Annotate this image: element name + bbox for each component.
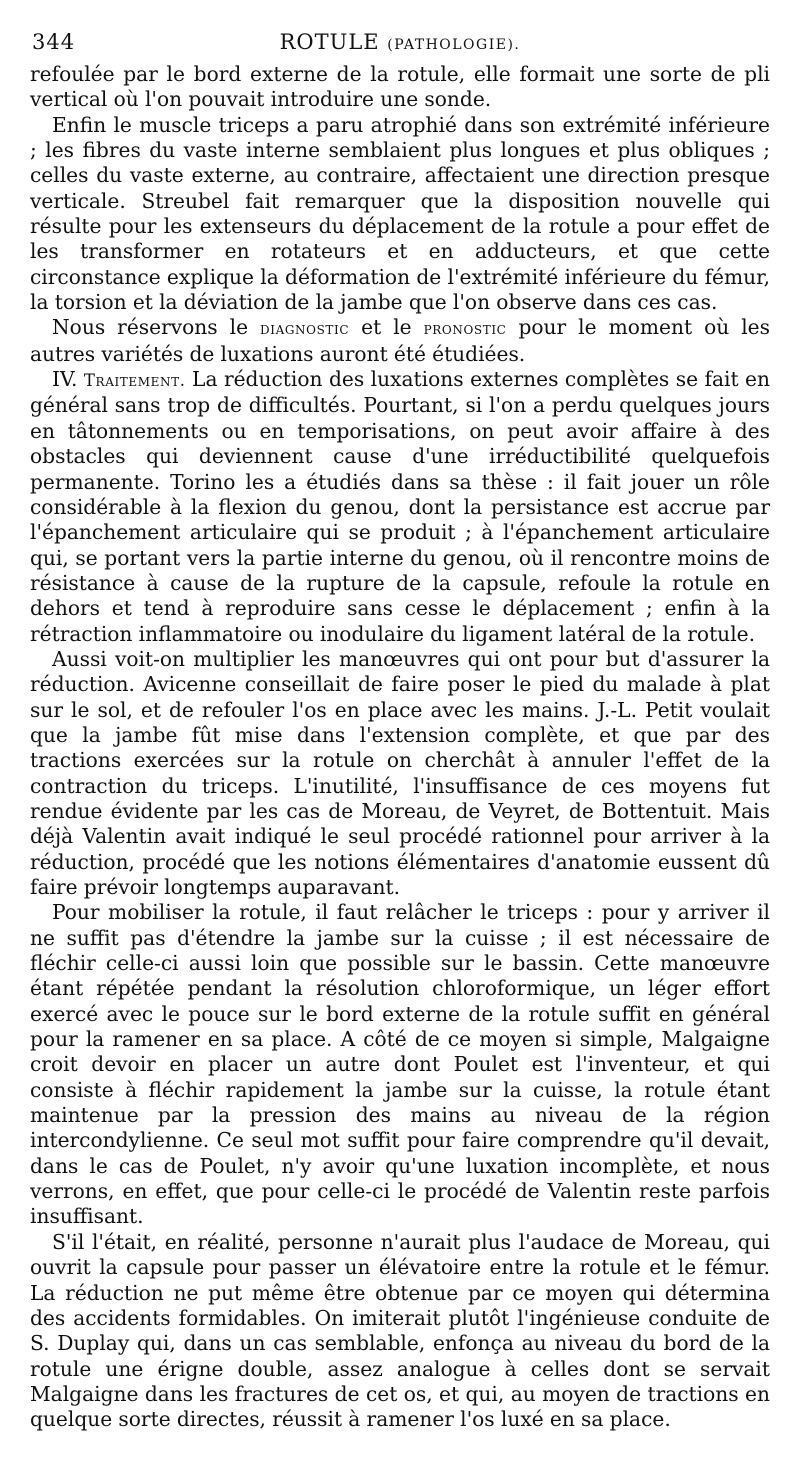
paragraph-4-text: La réduction des luxations externes complètes se fait en général sans trop de difficultés. Pourtant, si l'on a perdu quelques jours en tâtonnements ou en temporisations, on peut avoir affaire à des obstacles qui deviennent cause d'une irréductibilité quelquefois permanente. Torino les a étudiés dans sa thèse : il fait jouer un rôle considérable à la flexion du genou, dont la persistance est accrue par l'épanchement articulaire qui se produit ; à l'épanchement articulaire qui, se portant vers la partie interne du genou, où il rencontre moins de résistance à cause de la rupture de la capsule, refoule la rotule en dehors et tend à reproduire sans cesse le déplacement ; enfin à la rétraction inflammatoire ou inodulaire du ligament latéral de la rotule.: [30, 367, 770, 646]
paragraph-3-middle: et le: [349, 315, 424, 340]
term-pronostic: pronostic: [423, 319, 507, 339]
body-text: [30, 62, 770, 1433]
paragraph-3-after: pour le moment où les autres variétés de luxations auront été étudiées.: [30, 315, 770, 366]
paragraph-3: [30, 315, 770, 367]
paragraph-7: S'il l'était, en réalité, personne n'aurait plus l'audace de Moreau, qui ouvrit la capsule pour passer un élévatoire entre la rotule et le fémur. La réduction ne put même être obtenue par ce moyen qui détermina des accidents formidables. On imiterait plutôt l'ingénieuse conduite de S. Duplay qui, dans un cas semblable, enfonça au niveau du bord de la rotule une érigne double, assez analogue à celles dont se servait Malgaigne dans les fractures de cet os, et qui, au moyen de tractions en quelque sorte directes, réussit à ramener l'os luxé en sa place.: [30, 1229, 770, 1432]
section-heading-traitement: Traitement.: [83, 371, 186, 391]
running-title: [30, 30, 770, 54]
term-diagnostic: diagnostic: [260, 319, 350, 339]
paragraph-6: Pour mobiliser la rotule, il faut relâcher le triceps : pour y arriver il ne suffit pas d'étendre la jambe sur la cuisse ; il est nécessaire de fléchir celle-ci aussi loin que possible sur le bassin. Cette manœuvre étant répétée pendant la résolution chloroformique, un léger effort exercé avec le pouce sur le bord externe de la rotule suffit en général pour la ramener en sa place. A côté de ce moyen si simple, Malgaigne croit devoir en placer un autre dont Poulet est l'inventeur, et qui consiste à fléchir rapidement la jambe sur la cuisse, la rotule étant maintenue par la pression des mains au niveau de la région intercondylienne. Ce seul mot suffit pour faire comprendre qu'il devait, dans le cas de Poulet, n'y avoir qu'une luxation incomplète, et nous verrons, en effet, que pour celle-ci le procédé de Valentin reste parfois insuffisant.: [30, 900, 770, 1229]
paragraph-2: Enfin le muscle triceps a paru atrophié dans son extrémité inférieure ; les fibres du vaste interne semblaient plus longues et plus obliques ; celles du vaste externe, au contraire, affectaient une direction presque verticale. Streubel fait remarquer que la disposition nouvelle qui résulte pour les extenseurs du déplacement de la rotule a pour effet de les transformer en rotateurs et en adducteurs, et que cette circonstance explique la déformation de l'extrémité inférieure du fémur, la torsion et la déviation de la jambe que l'on observe dans ces cas.: [30, 112, 770, 315]
running-title-subtitle: (PATHOLOGIE).: [387, 37, 521, 53]
running-title-main: ROTULE: [279, 30, 380, 54]
paragraph-4: [30, 367, 770, 647]
paragraph-1: refoulée par le bord externe de la rotule, elle formait une sorte de pli vertical où l'on pouvait introduire une sonde.: [30, 62, 770, 112]
page-header: [30, 28, 770, 62]
page-number: 344: [32, 30, 76, 54]
paragraph-3-before: Nous réservons le: [52, 315, 261, 340]
paragraph-5: Aussi voit-on multiplier les manœuvres qui ont pour but d'assurer la réduction. Avicenne conseillait de faire poser le pied du malade à plat sur le sol, et de refouler l'os en place avec les mains. J.-L. Petit voulait que la jambe fût mise dans l'extension complète, et que par des tractions exercées sur la rotule on cherchât à annuler l'effet de la contraction du triceps. L'inutilité, l'insuffisance de ces moyens fut rendue évidente par les cas de Moreau, de Veyret, de Bottentuit. Mais déjà Valentin avait indiqué le seul procédé rationnel pour arriver à la réduction, procédé que les notions élémentaires d'anatomie eussent dû faire prévoir longtemps auparavant.: [30, 646, 770, 899]
section-number: IV.: [52, 367, 78, 392]
